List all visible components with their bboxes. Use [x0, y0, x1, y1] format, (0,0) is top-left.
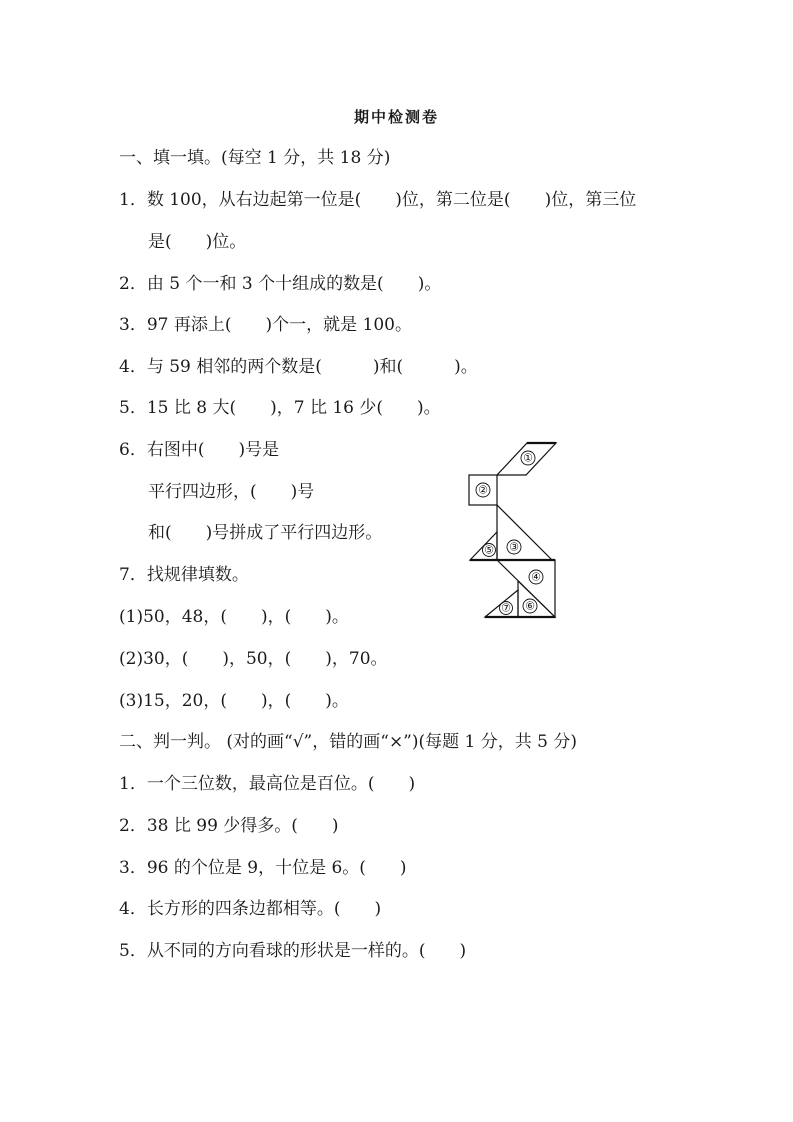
- question-4: 4．与 59 相邻的两个数是( )和( )。: [119, 357, 478, 377]
- shape-5-triangle: [470, 532, 497, 560]
- judge-question-5: 5．从不同的方向看球的形状是一样的。( ): [119, 941, 467, 961]
- judge-question-4: 4．长方形的四条边都相等。( ): [119, 899, 382, 919]
- question-2: 2．由 5 个一和 3 个十组成的数是( )。: [119, 274, 442, 294]
- shape-6-triangle: [518, 581, 555, 617]
- question-5: 5．15 比 8 大( )，7 比 16 少( )。: [119, 398, 441, 418]
- question-6-line-1: 6．右图中( )号是: [119, 440, 280, 460]
- question-6-line-3: 和( )号拼成了平行四边形。: [148, 523, 383, 543]
- judge-question-3: 3．96 的个位是 9，十位是 6。( ): [119, 858, 407, 878]
- question-7-sub-2: (2)30，( )，50，( )，70。: [119, 649, 388, 669]
- question-7-sub-1: (1)50，48，( )，( )。: [119, 607, 349, 627]
- page-title: 期中检测卷: [353, 108, 439, 126]
- shape-5-label: ⑤: [484, 543, 494, 557]
- shape-2-label: ②: [478, 483, 488, 497]
- judge-question-1: 1．一个三位数，最高位是百位。( ): [119, 774, 416, 794]
- question-7-sub-3: (3)15，20，( )，( )。: [119, 691, 349, 711]
- shape-1-label: ①: [523, 451, 533, 465]
- judge-question-2: 2．38 比 99 少得多。( ): [119, 816, 339, 836]
- shape-2-square: [469, 475, 497, 505]
- question-6-line-2: 平行四边形，( )号: [148, 482, 315, 502]
- shape-3-triangle: [497, 505, 552, 560]
- shape-1-parallelogram: [497, 443, 556, 475]
- shape-6-label: ⑥: [525, 599, 535, 613]
- section2-header: 二、判一判。 (对的画“√”，错的画“×”)(每题 1 分，共 5 分): [119, 732, 578, 752]
- question-1-line-1: 1．数 100，从右边起第一位是( )位，第二位是( )位，第三位: [119, 190, 637, 210]
- shape-3-label: ③: [509, 540, 519, 554]
- question-7: 7．找规律填数。: [119, 565, 249, 585]
- section1-header: 一、填一填。(每空 1 分，共 18 分): [119, 148, 391, 168]
- question-1-line-2: 是( )位。: [148, 232, 247, 252]
- shape-4-label: ④: [531, 570, 541, 584]
- shape-7-triangle: [485, 590, 518, 617]
- question-3: 3．97 再添上( )个一，就是 100。: [119, 315, 412, 335]
- shape-7-label: ⑦: [501, 601, 511, 615]
- tangram-figure: [460, 435, 570, 625]
